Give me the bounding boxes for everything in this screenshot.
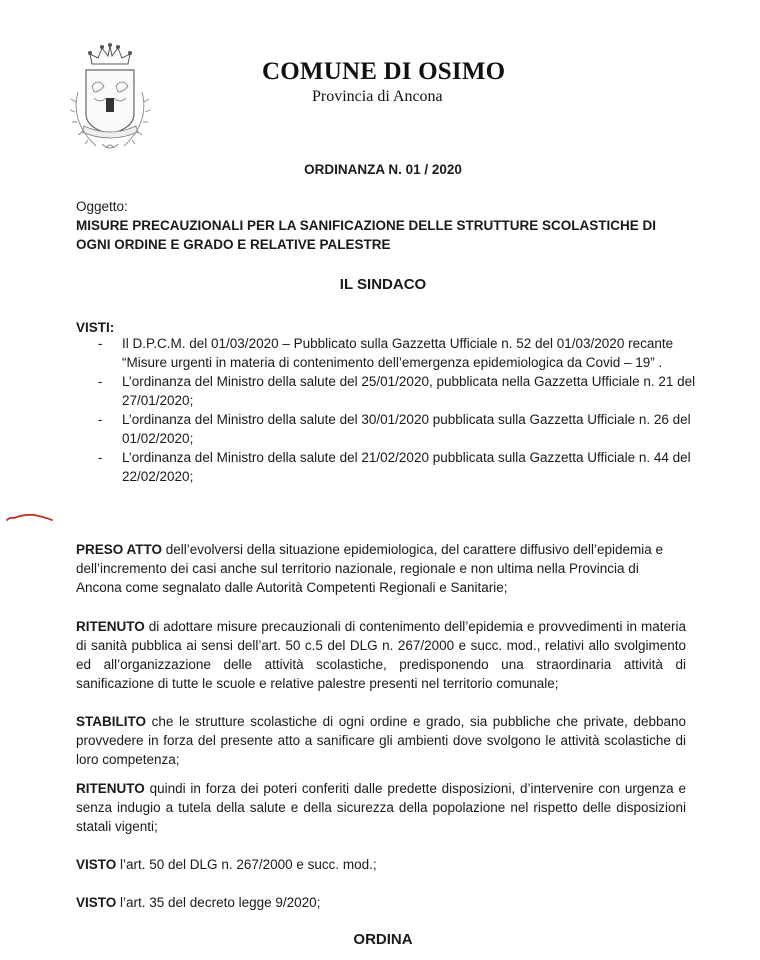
- list-item-text: L’ordinanza del Ministro della salute del 21/02/2020 pubblicata sulla Gazzetta Ufficiale n. 44 del 22/02/2020;: [122, 450, 691, 484]
- paragraph-text: quindi in forza dei poteri conferiti dalle predette disposizioni, d’intervenire con urgenza e senza indugio a tutela della salute e della sicurezza della popolazione nel rispetto delle disposizioni statali vigenti;: [76, 781, 686, 834]
- paragraph-text: di adottare misure precauzionali di contenimento dell’epidemia e provvedimenti in materia di sanità pubblica ai sensi dell’art. 50 c.5 del DLG n. 267/2000 e succ. mod., relativi allo svolgimento ed all’organizzazione delle attività scolastiche, predisponendo una straordinaria attività di sanificazione di tutte le scuole e relative palestre presenti nel territorio comunale;: [76, 619, 686, 691]
- paragraph-ritenuto-1: [76, 617, 686, 693]
- paragraph-visto-2: [76, 893, 686, 912]
- paragraph-stabilito: [76, 712, 686, 769]
- paragraph-visto-1: [76, 855, 686, 874]
- paragraph-lead: RITENUTO: [76, 781, 145, 796]
- visti-list: [96, 334, 696, 486]
- ordinance-number: ORDINANZA N. 01 / 2020: [304, 162, 462, 177]
- municipality-title: COMUNE DI OSIMO: [262, 58, 506, 85]
- list-item: [96, 410, 696, 448]
- subject-text: MISURE PRECAUZIONALI PER LA SANIFICAZIONE DELLE STRUTTURE SCOLASTICHE DI OGNI ORDINE E GRADO E RELATIVE PALESTRE: [76, 218, 657, 252]
- subject-label: Oggetto:: [76, 199, 128, 214]
- paragraph-lead: STABILITO: [76, 714, 146, 729]
- dash-bullet: -: [98, 412, 103, 427]
- list-item-text: Il D.P.C.M. del 01/03/2020 – Pubblicato sulla Gazzetta Ufficiale n. 52 del 01/03/2020 recante “Misure urgenti in materia di contenimento dell’emergenza epidemiologica da Covid – 19” .: [122, 336, 674, 370]
- province-subtitle: Provincia di Ancona: [312, 88, 443, 105]
- paragraph-text: l’art. 35 del decreto legge 9/2020;: [116, 895, 321, 910]
- red-pen-mark-icon: [4, 510, 54, 526]
- visti-label: VISTI:: [76, 320, 115, 335]
- paragraph-lead: VISTO: [76, 895, 117, 910]
- mayor-heading: IL SINDACO: [339, 276, 427, 293]
- dash-bullet: -: [98, 450, 103, 465]
- list-item: [96, 372, 696, 410]
- paragraph-preso-atto: [76, 540, 686, 597]
- list-item: [96, 334, 696, 372]
- paragraph-text: che le strutture scolastiche di ogni ordine e grado, sia pubbliche che private, debbano provvedere in forza del presente atto a sanificare gli ambienti dove svolgono le attività scolastiche di loro competenza;: [76, 714, 686, 767]
- paragraph-text: l’art. 50 del DLG n. 267/2000 e succ. mod.;: [116, 857, 377, 872]
- list-item: [96, 448, 696, 486]
- paragraph-lead: PRESO ATTO: [76, 542, 163, 557]
- dash-bullet: -: [98, 374, 103, 389]
- dash-bullet: -: [98, 336, 103, 351]
- paragraph-text: dell’evolversi della situazione epidemiologica, del carattere diffusivo dell’epidemia e dell’incremento dei casi anche sul territorio nazionale, regionale e non ultima nella Provincia di Ancona come segnalato dalle Autorità Competenti Regionali e Sanitarie;: [76, 542, 664, 595]
- paragraph-lead: VISTO: [76, 857, 117, 872]
- paragraph-ritenuto-2: [76, 779, 686, 836]
- coat-of-arms-icon: [66, 42, 154, 154]
- list-item-text: L’ordinanza del Ministro della salute del 30/01/2020 pubblicata sulla Gazzetta Ufficiale n. 26 del 01/02/2020;: [122, 412, 691, 446]
- paragraph-lead: RITENUTO: [76, 619, 145, 634]
- list-item-text: L’ordinanza del Ministro della salute del 25/01/2020, pubblicata nella Gazzetta Ufficiale n. 21 del 27/01/2020;: [122, 374, 696, 408]
- ordina-heading: ORDINA: [353, 931, 413, 948]
